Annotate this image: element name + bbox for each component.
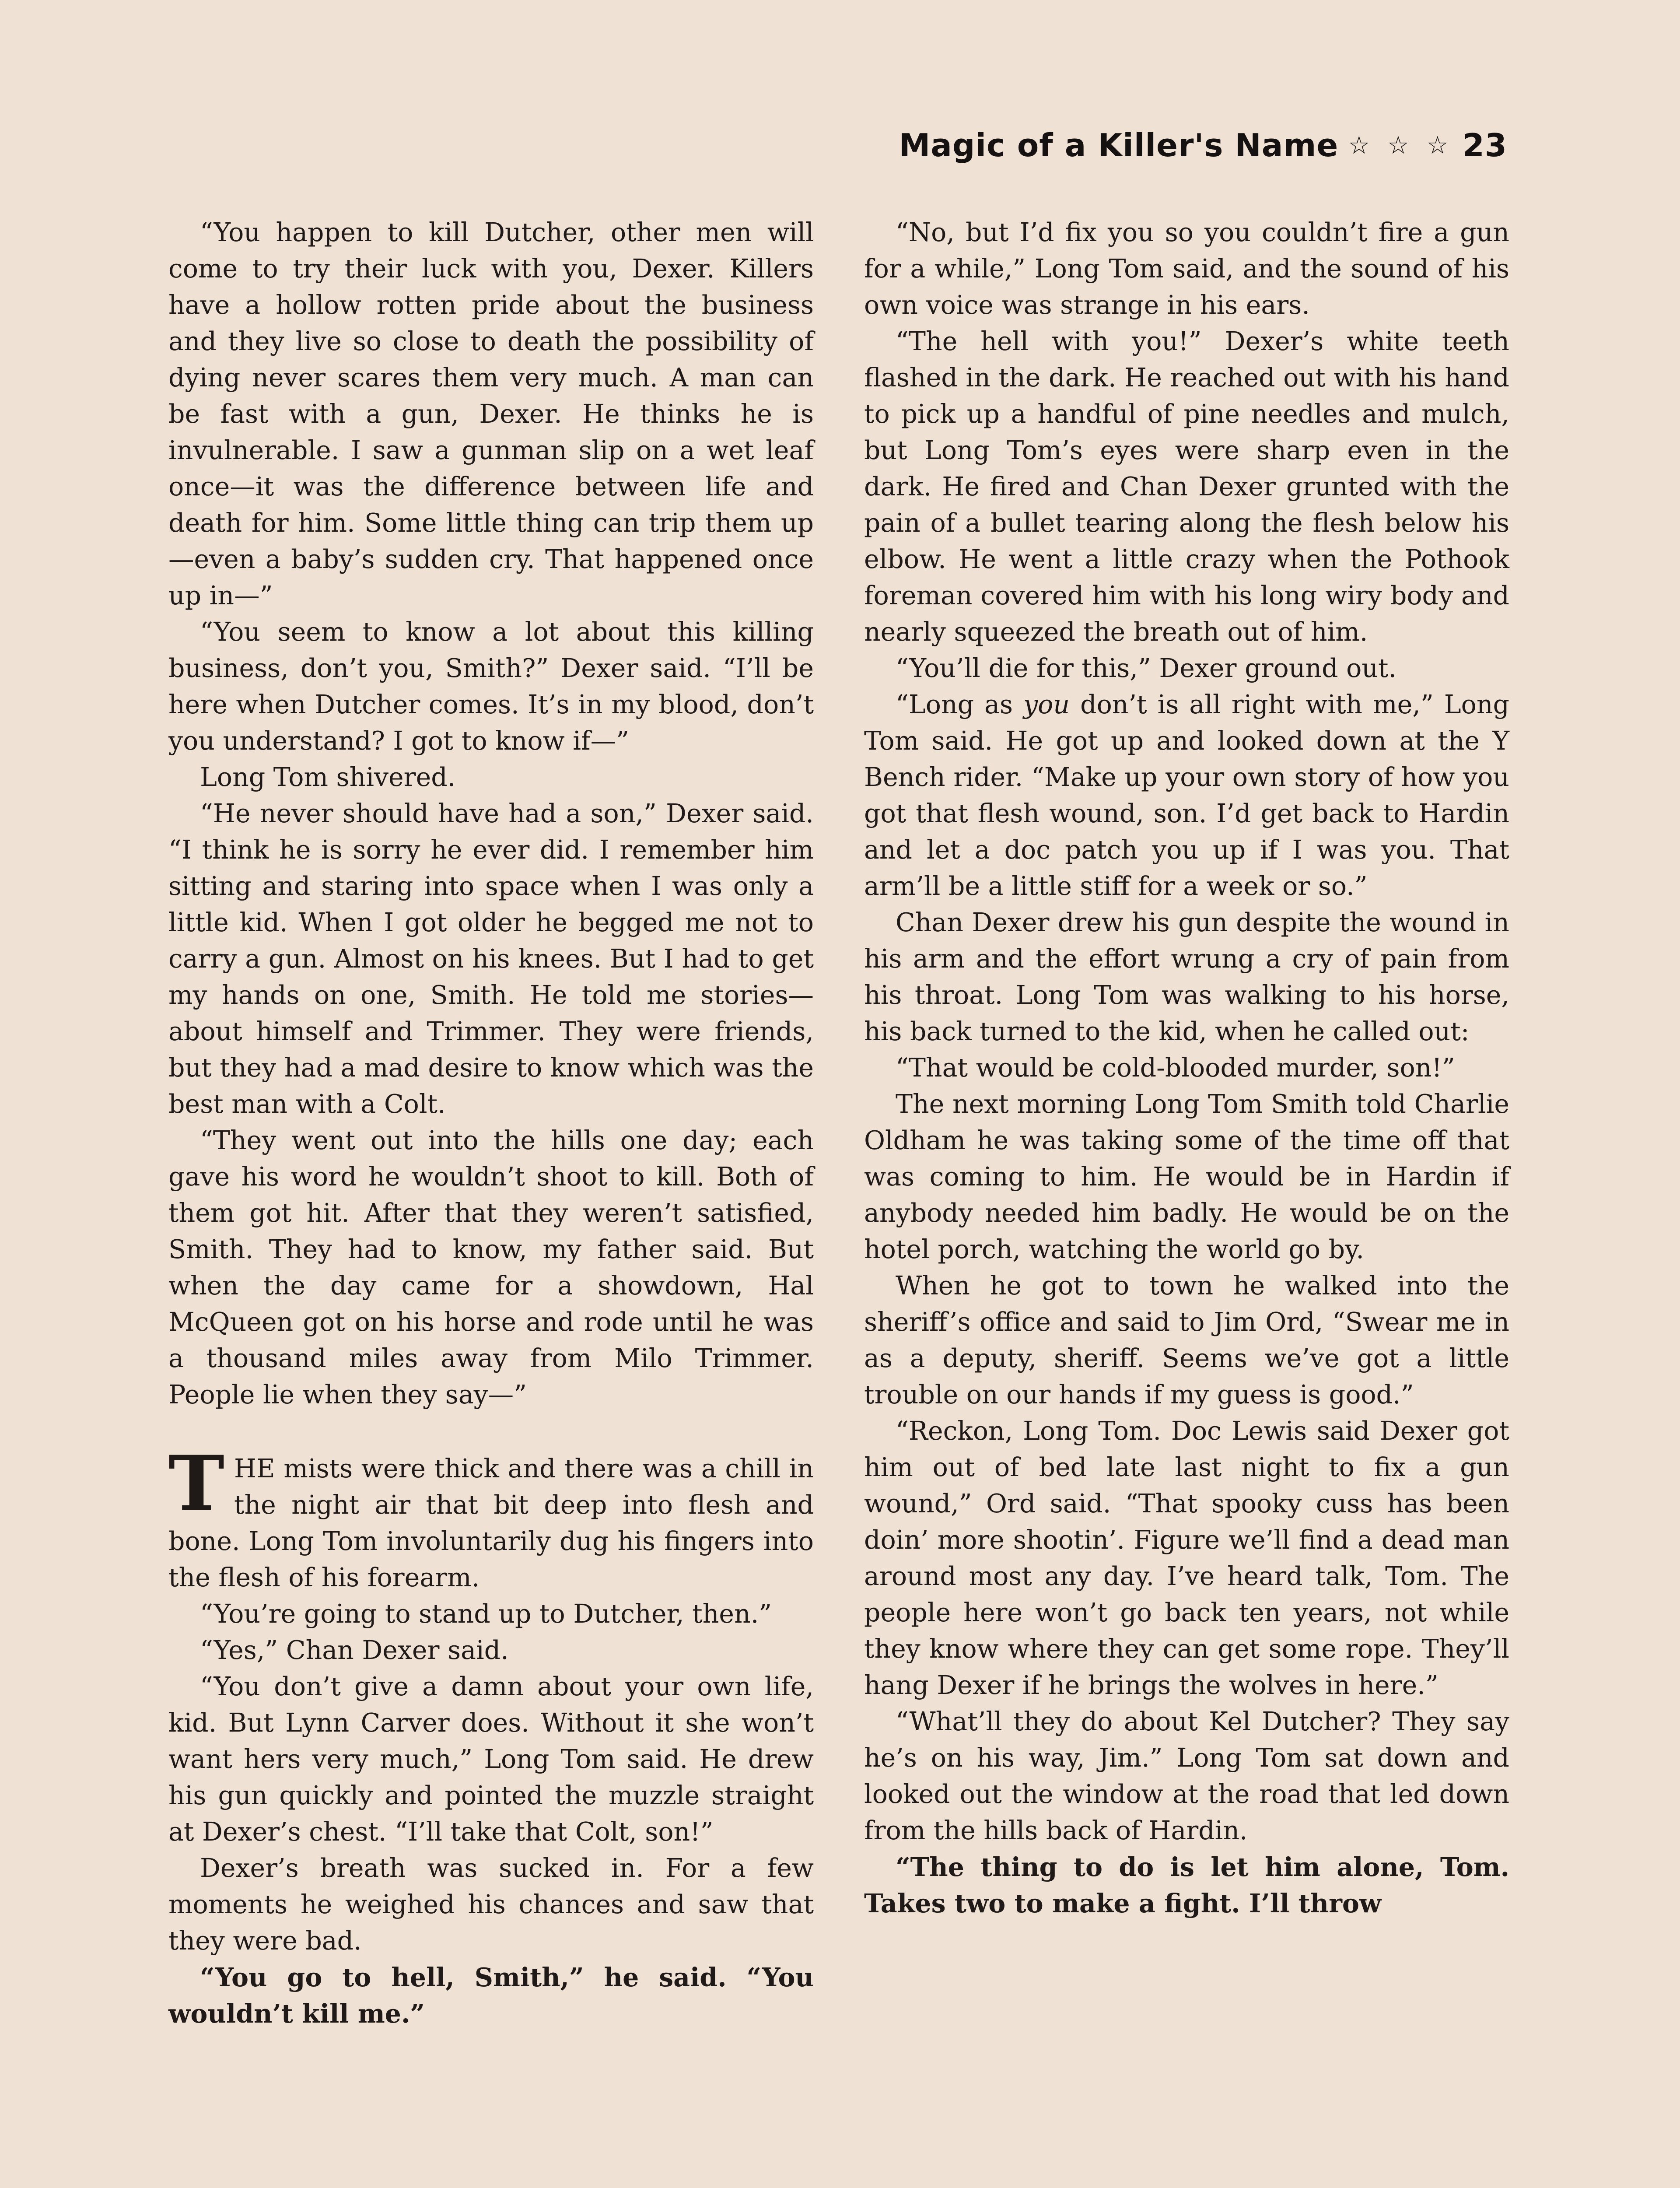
paragraph-text: don’t is all right with me,” Long Tom said. He got up and looked down at the Y Bench rider. “Make up your own story of how you got that flesh wound, son. I’d get back to Hardin and let a doc patch you up if I was you. That arm’ll be a little stiff for a week or so.” [864,690,1509,901]
paragraph: “He never should have had a son,” Dexer said. “I think he is sorry he ever did. I remember him sitting and staring into space when I was only a little kid. When I got older he begged me not to carry a gun. Almost on his knees. But I had to get my hands on one, Smith. He told me stories—about himself and Trimmer. They were friends, but they had a mad desire to know which was the best man with a Colt. [168,799,814,1119]
paragraph: Long Tom shivered. [200,762,456,792]
paragraph-text: HE mists were thick and there was a chill in the night air that bit deep into flesh and bone. Long Tom involuntarily dug his fingers into the flesh of his forearm. [168,1454,814,1592]
drop-cap: T [168,1439,224,1528]
running-header [899,127,1507,164]
paragraph: “What’ll they do about Kel Dutcher? They say he’s on his way, Jim.” Long Tom sat down and looked out the window at the road that led down from the hills back of Hardin. [864,1707,1509,1845]
star-ornament-icon: ☆ ☆ ☆ [1348,131,1453,160]
paragraph: The next morning Long Tom Smith told Charlie Oldham he was taking some of the time off that was coming to him. He would be in Hardin if anybody needed him badly. He would be on the hotel porch, watching the world go by. [864,1089,1509,1264]
paragraph [864,687,1509,905]
paragraph: “You’ll die for this,” Dexer ground out. [896,653,1397,683]
paragraph: “Reckon, Long Tom. Doc Lewis said Dexer got him out of bed late last night to fix a gun wound,” Ord said. “That spooky cuss has been doin’ more shootin’. Figure we’ll find a dead man around most any day. I’ve heard talk, Tom. The people here won’t go back ten years, not while they know where they can get some rope. They’ll hang Dexer if he brings the wolves in here.” [864,1416,1509,1700]
paragraph: Dexer’s breath was sucked in. For a few moments he weighed his chances and saw that they were bad. [168,1853,814,1956]
paragraph: “You go to hell, Smith,” he said. “You wouldn’t kill me.” [168,1962,814,2029]
paragraph: “You don’t give a damn about your own life, kid. But Lynn Carver does. Without it she won’t want hers very much,” Long Tom said. He drew his gun quickly and pointed the muzzle straight at Dexer’s chest. “I’ll take that Colt, son!” [168,1672,814,1847]
story-title: Magic of a Killer's Name [899,127,1339,164]
paragraph: “The thing to do is let him alone, Tom. Takes two to make a fight. I’ll throw [864,1852,1509,1918]
paragraph: “You happen to kill Dutcher, other men will come to try their luck with you, Dexer. Killers have a hollow rotten pride about the business and they live so close to death the possibility of dying never scares them very much. A man can be fast with a gun, Dexer. He thinks he is invulnerable. I saw a gunman slip on a wet leaf once—it was the difference between life and death for him. Some little thing can trip them up—even a baby’s sudden cry. That happened once up in—” [168,217,814,610]
page-number: 23 [1462,127,1507,164]
paragraph: “That would be cold-blooded murder, son!” [896,1053,1455,1083]
paragraph: “You seem to know a lot about this killing business, don’t you, Smith?” Dexer said. “I’ll be here when Dutcher comes. It’s in my blood, don’t you understand? I got to know if—” [168,617,814,756]
right-column [864,214,1509,1922]
paragraph: “The hell with you!” Dexer’s white teeth flashed in the dark. He reached out with his hand to pick up a handful of pine needles and mulch, but Long Tom’s eyes were sharp even in the dark. He fired and Chan Dexer grunted with the pain of a bullet tearing along the flesh below his elbow. He went a little crazy when the Pothook foreman covered him with his long wiry body and nearly squeezed the breath out of him. [864,326,1509,647]
section-opening-paragraph [168,1439,814,1596]
paragraph: “Yes,” Chan Dexer said. [200,1635,509,1665]
left-column [168,214,814,2032]
emphasized-word: you [1023,690,1070,719]
paragraph: “No, but I’d fix you so you couldn’t fire a gun for a while,” Long Tom said, and the sound of his own voice was strange in his ears. [864,217,1509,320]
paragraph: “They went out into the hills one day; each gave his word he wouldn’t shoot to kill. Both of them got hit. After that they weren’t satisfied, Smith. They had to know, my father said. But when the day came for a showdown, Hal McQueen got on his horse and rode until he was a thousand miles away from Milo Trimmer. People lie when they say—” [168,1126,814,1410]
paragraph: “You’re going to stand up to Dutcher, then.” [200,1599,772,1629]
paragraph: When he got to town he walked into the sheriff’s office and said to Jim Ord, “Swear me in as a deputy, sheriff. Seems we’ve got a little trouble on our hands if my guess is good.” [864,1271,1509,1410]
paragraph-text: “Long as [896,690,1024,719]
paragraph: Chan Dexer drew his gun despite the wound in his arm and the effort wrung a cry of pain from his throat. Long Tom was walking to his horse, his back turned to the kid, when he called out: [864,908,1509,1046]
